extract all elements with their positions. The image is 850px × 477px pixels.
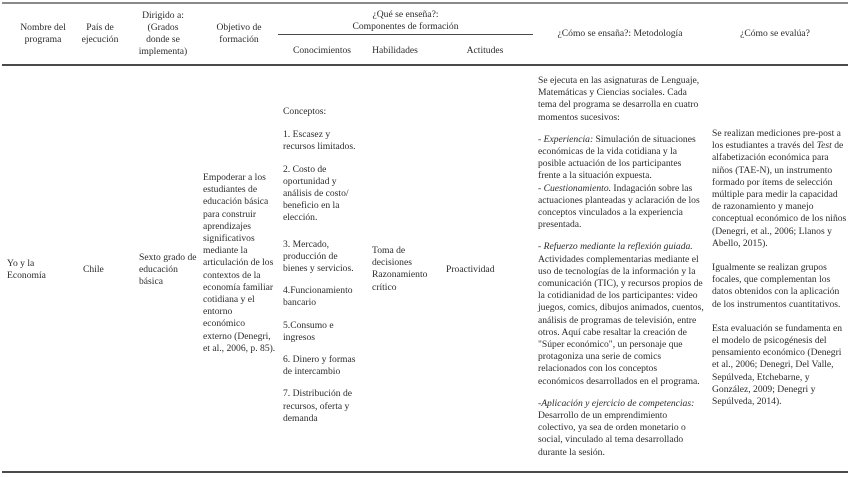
moment-4-label: -Aplicación y ejercicio de competencias:	[538, 397, 695, 409]
knowledge-item: 1. Escasez y recursos limitados.	[283, 129, 356, 153]
header-rule	[2, 64, 848, 66]
knowledge-item: 6. Dinero y formas de intercambio	[283, 354, 356, 378]
knowledge-item: 3. Mercado, producción de bienes y servicios.	[283, 238, 354, 275]
moment-2-label: - Cuestionamiento.	[538, 182, 612, 194]
header-program-name: Nombre del programa	[20, 22, 66, 45]
knowledge-item: 4.Funcionamiento bancario	[283, 285, 353, 309]
methodology-moment-1	[538, 134, 704, 183]
evaluation-text: de alfabetización económica para niños (TAE-N), un instrumento formado por ítems de selección múltiple para medir la capacidad de razonamiento y manejo conceptual económico de los niños (Denegri, et al., 2006; Llanos y Abello, 2015).	[712, 140, 847, 249]
evaluation-paragraph-1	[712, 128, 848, 250]
knowledge-item: 2. Costo de oportunidad y análisis de costo/ beneficio en la elección.	[283, 163, 349, 224]
moment-2-text: Indagación sobre las actuaciones planteadas y aclaración de los conceptos vinculados a la experiencia presentada.	[538, 182, 700, 231]
knowledge-item: 7. Distribución de recursos, oferta y demanda	[283, 388, 353, 424]
components-subheader-rule	[278, 34, 533, 35]
moment-3-label: - Refuerzo mediante la reflexión guiada.	[538, 241, 693, 253]
cell-evaluation	[712, 128, 848, 408]
cell-country: Chile	[83, 264, 104, 275]
header-methodology: ¿Cómo se ensaña?: Metodología	[557, 28, 683, 39]
moment-1-label: - Experiencia:	[538, 133, 594, 145]
cell-target-grades: Sexto grado de educación básica	[139, 252, 197, 288]
bottom-rule	[2, 471, 848, 473]
cell-training-objective: Empoderar a los estudiantes de educación básica para construir aprendizajes significativos mediante la articulación de los contextos de la economía familiar cotidiana y el entorno económico externo (Denegri, et al., 2006, p. 85).	[203, 172, 276, 354]
cell-skills	[372, 245, 442, 294]
cell-program-name: Yo y la Economía	[7, 258, 46, 282]
cell-methodology	[538, 75, 704, 459]
evaluation-test-term: Test	[816, 140, 832, 152]
header-attitudes: Actitudes	[466, 45, 504, 56]
top-rule	[2, 2, 848, 4]
evaluation-paragraph-2: Igualmente se realizan grupos focales, que complementan los datos obtenidos con la aplicación de los instrumentos cuantitativos.	[712, 262, 841, 310]
methodology-moment-2	[538, 183, 704, 232]
header-training-objective: Objetivo de formación	[216, 22, 262, 45]
methodology-moment-4	[538, 398, 704, 459]
skill-item: Toma de decisiones	[372, 245, 412, 269]
methodology-intro: Se ejecuta en las asignaturas de Lenguaje, Matemáticas y Ciencias sociales. Cada tema del programa se desarrolla en cuatro momentos sucesivos:	[538, 75, 700, 123]
evaluation-text: Se realizan mediciones pre-post a los estudiantes a través del	[712, 128, 841, 152]
cell-knowledge	[283, 106, 361, 425]
header-training-components: Componentes de formación	[352, 21, 459, 32]
header-what-is-taught: ¿Qué se enseña?:	[372, 9, 439, 20]
moment-1-text: Simulación de situaciones económicas de la vida cotidiana y la posible actuación de los participantes frente a la situación expuesta.	[538, 133, 696, 182]
header-knowledge: Conocimientos	[292, 45, 352, 56]
header-country: País de ejecución	[81, 22, 119, 45]
evaluation-paragraph-3: Esta evaluación se fundamenta en el modelo de psicogénesis del pensamiento económico (Denegri et al., 2006; Denegri, Del Valle, Sepúlveda, Etchebarne, y González, 2009; Denegri y Sepúlveda, 2014).	[712, 322, 842, 408]
knowledge-item: 5.Consumo e ingresos	[283, 319, 334, 343]
moment-4-text: Desarrollo de un emprendimiento colectivo, ya sea de orden monetario o social, vinculado al tema desarrollado durante la sesión.	[538, 410, 686, 458]
moment-3-text: Actividades complementarias mediante el uso de tecnologías de la información y la comunicación (TIC), y recursos propios de la cotidianidad de los participantes: video juegos, comics, dibujos animados, cuentos, análisis de programas de televisión, entre otros. Aquí cabe resaltar la creación de "Súper económico", un personaje que protagoniza una serie de comics relacionados con los conceptos económicos desarrollados en el programa.	[538, 253, 704, 387]
knowledge-intro: Conceptos:	[283, 106, 327, 117]
header-target-grades: Dirigido a: (Grados donde se implementa)	[138, 10, 188, 57]
header-evaluation: ¿Cómo se evalúa?	[740, 28, 810, 39]
methodology-moment-3	[538, 241, 704, 387]
skill-item: Razonamiento crítico	[372, 269, 428, 293]
cell-attitudes: Proactividad	[446, 264, 495, 275]
header-skills: Habilidades	[372, 45, 418, 56]
